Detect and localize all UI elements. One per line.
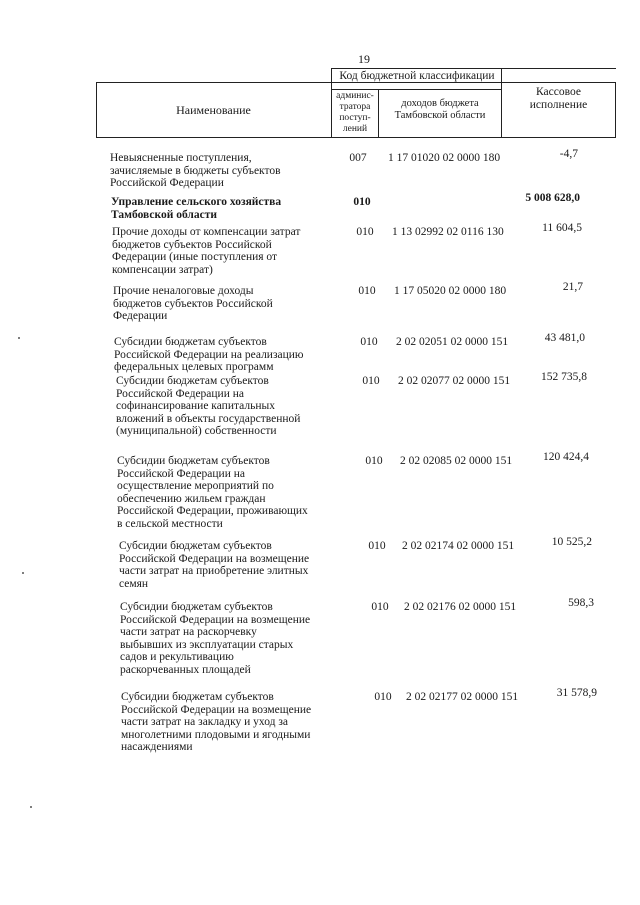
table-header bbox=[96, 68, 616, 138]
page-number: 19 bbox=[358, 52, 370, 66]
header-right-border bbox=[615, 82, 616, 138]
row-admin-code: 010 bbox=[356, 226, 374, 238]
row-name: Прочие неналоговые доходы бюджетов субъектов Российской Федерации bbox=[113, 285, 273, 322]
row-name: Управление сельского хозяйства Тамбовской области bbox=[111, 196, 282, 221]
row-name: Субсидии бюджетам субъектов Российской Федерации на возмещение части затрат на закладку и уход за многолетними плодовыми и ягодными насаждениями bbox=[121, 691, 312, 753]
row-execution-value: 11 604,5 bbox=[542, 222, 582, 234]
row-execution-value: 31 578,9 bbox=[556, 687, 597, 699]
row-income-code: 1 17 05020 02 0000 180 bbox=[394, 285, 507, 297]
row-name: Субсидии бюджетам субъектов Российской Федерации на возмещение части затрат на раскорчевку выбывших из эксплуатации старых садов и рекультивацию раскорчеванных площадей bbox=[120, 601, 311, 676]
row-execution-value: 10 525,2 bbox=[551, 536, 592, 548]
execution-column-header: Кассовое исполнение bbox=[529, 86, 588, 111]
admin-column-header: админис- тратора поступ- лений bbox=[336, 91, 374, 134]
scan-speck bbox=[30, 806, 32, 808]
income-column-header: доходов бюджета Тамбовской области bbox=[394, 98, 486, 121]
row-execution-value: 43 481,0 bbox=[544, 332, 585, 344]
row-admin-code: 010 bbox=[362, 375, 380, 387]
row-execution-value: -4,7 bbox=[559, 148, 578, 160]
row-income-code: 2 02 02177 02 0000 151 bbox=[406, 691, 519, 703]
header-subline bbox=[331, 89, 501, 90]
scan-speck bbox=[18, 337, 20, 339]
row-execution-value: 152 735,8 bbox=[541, 371, 587, 383]
row-admin-code: 010 bbox=[358, 285, 376, 297]
row-admin-code: 010 bbox=[360, 336, 378, 348]
header-top-line bbox=[331, 68, 616, 69]
row-name: Субсидии бюджетам субъектов Российской Федерации на реализацию федеральных целевых программ bbox=[114, 336, 304, 373]
row-execution-value: 21,7 bbox=[562, 281, 583, 293]
row-name: Субсидии бюджетам субъектов Российской Федерации на возмещение части затрат на приобретение элитных семян bbox=[119, 540, 310, 590]
row-admin-code: 007 bbox=[349, 152, 367, 164]
row-admin-code: 010 bbox=[365, 455, 383, 467]
row-name: Субсидии бюджетам субъектов Российской Федерации на софинансирование капитальных вложений в объекты государственной (муниципальной) собственности bbox=[116, 375, 301, 437]
row-income-code: 2 02 02174 02 0000 151 bbox=[402, 540, 515, 552]
row-execution-value: 120 424,4 bbox=[543, 451, 589, 463]
row-admin-code: 010 bbox=[368, 540, 386, 552]
row-income-code: 1 13 02992 02 0116 130 bbox=[392, 226, 504, 238]
header-line-2 bbox=[96, 82, 616, 83]
name-column-header: Наименование bbox=[176, 103, 251, 117]
budget-class-header: Код бюджетной классификации bbox=[339, 70, 495, 82]
row-admin-code: 010 bbox=[353, 196, 371, 208]
row-name: Невыясненные поступления, зачисляемые в бюджеты субъектов Российской Федерации bbox=[110, 152, 281, 189]
row-income-code: 2 02 02051 02 0000 151 bbox=[396, 336, 509, 348]
row-name: Прочие доходы от компенсации затрат бюджетов субъектов Российской Федерации (иные поступления от компенсации затрат) bbox=[112, 226, 301, 276]
row-name: Субсидии бюджетам субъектов Российской Федерации на осуществление мероприятий по обеспечению жильем граждан Российской Федерации, проживающих в сельской местности bbox=[117, 455, 308, 530]
row-execution-value: 5 008 628,0 bbox=[525, 192, 580, 204]
row-income-code: 1 17 01020 02 0000 180 bbox=[388, 152, 501, 164]
row-income-code: 2 02 02077 02 0000 151 bbox=[398, 375, 511, 387]
row-income-code: 2 02 02085 02 0000 151 bbox=[400, 455, 513, 467]
row-execution-value: 598,3 bbox=[568, 597, 594, 609]
row-admin-code: 010 bbox=[374, 691, 392, 703]
header-bottom-line bbox=[96, 137, 616, 138]
scan-speck bbox=[22, 572, 24, 574]
row-admin-code: 010 bbox=[371, 601, 389, 613]
row-income-code: 2 02 02176 02 0000 151 bbox=[404, 601, 517, 613]
